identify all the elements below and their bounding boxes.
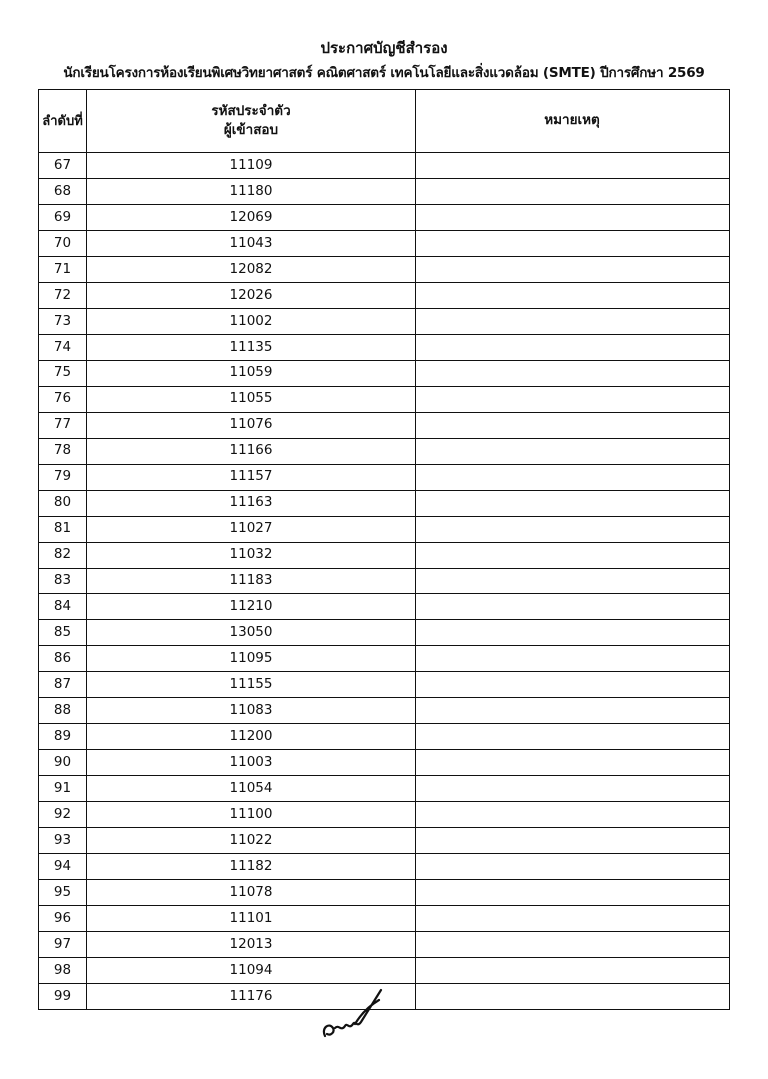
row-exam-code: 11054 [87, 776, 416, 801]
table-row [39, 152, 729, 178]
row-order-number: 93 [39, 828, 87, 853]
page-subtitle: นักเรียนโครงการห้องเรียนพิเศษวิทยาศาสตร์ คณิตศาสตร์ เทคโนโลยีและสิ่งแวดล้อม (SMTE) ปีการศึกษา 2569 [63, 65, 705, 81]
row-order-number: 89 [39, 724, 87, 749]
row-order-number: 75 [39, 361, 87, 386]
table-row [39, 282, 729, 308]
row-remark [416, 465, 728, 490]
row-remark [416, 543, 728, 568]
table-row [39, 360, 729, 386]
table-row [39, 775, 729, 801]
row-remark [416, 569, 728, 594]
table-row [39, 490, 729, 516]
row-remark [416, 309, 728, 334]
row-order-number: 94 [39, 854, 87, 879]
row-order-number: 68 [39, 179, 87, 204]
row-remark [416, 594, 728, 619]
column-header-exam-code-line1: รหัสประจำตัว [211, 102, 291, 119]
row-exam-code: 12026 [87, 283, 416, 308]
row-remark [416, 153, 728, 178]
row-exam-code: 11155 [87, 672, 416, 697]
table-header-row [39, 90, 729, 152]
row-order-number: 86 [39, 646, 87, 671]
row-order-number: 91 [39, 776, 87, 801]
row-exam-code: 11163 [87, 491, 416, 516]
row-exam-code: 11135 [87, 335, 416, 360]
table-row [39, 619, 729, 645]
table-row [39, 386, 729, 412]
row-remark [416, 776, 728, 801]
row-exam-code: 12082 [87, 257, 416, 282]
row-remark [416, 646, 728, 671]
table-row [39, 308, 729, 334]
row-exam-code: 11027 [87, 517, 416, 542]
row-exam-code: 11002 [87, 309, 416, 334]
row-order-number: 85 [39, 620, 87, 645]
row-remark [416, 283, 728, 308]
row-order-number: 72 [39, 283, 87, 308]
table-row [39, 593, 729, 619]
table-row [39, 697, 729, 723]
row-order-number: 69 [39, 205, 87, 230]
row-remark [416, 672, 728, 697]
row-remark [416, 724, 728, 749]
row-remark [416, 387, 728, 412]
row-remark [416, 517, 728, 542]
row-order-number: 87 [39, 672, 87, 697]
row-exam-code: 11180 [87, 179, 416, 204]
table-row [39, 334, 729, 360]
handwritten-signature-icon [315, 984, 385, 1044]
row-order-number: 81 [39, 517, 87, 542]
row-exam-code: 11055 [87, 387, 416, 412]
row-exam-code: 11032 [87, 543, 416, 568]
row-order-number: 67 [39, 153, 87, 178]
row-exam-code: 11022 [87, 828, 416, 853]
row-remark [416, 620, 728, 645]
table-row [39, 879, 729, 905]
row-remark [416, 906, 728, 931]
row-order-number: 76 [39, 387, 87, 412]
row-exam-code: 11078 [87, 880, 416, 905]
row-remark [416, 828, 728, 853]
row-exam-code: 11059 [87, 361, 416, 386]
table-row [39, 645, 729, 671]
row-remark [416, 179, 728, 204]
row-order-number: 78 [39, 439, 87, 464]
column-header-exam-code [87, 90, 416, 152]
row-order-number: 79 [39, 465, 87, 490]
row-exam-code: 13050 [87, 620, 416, 645]
column-header-exam-code-line2: ผู้เข้าสอบ [223, 122, 279, 138]
row-order-number: 96 [39, 906, 87, 931]
row-remark [416, 491, 728, 516]
table-row [39, 957, 729, 983]
row-exam-code: 11182 [87, 854, 416, 879]
row-order-number: 84 [39, 594, 87, 619]
row-order-number: 88 [39, 698, 87, 723]
reserve-list-table [38, 89, 730, 1010]
row-exam-code: 11101 [87, 906, 416, 931]
row-order-number: 97 [39, 932, 87, 957]
row-order-number: 90 [39, 750, 87, 775]
row-remark [416, 854, 728, 879]
row-remark [416, 439, 728, 464]
row-order-number: 82 [39, 543, 87, 568]
row-remark [416, 231, 728, 256]
row-order-number: 70 [39, 231, 87, 256]
row-exam-code: 11200 [87, 724, 416, 749]
row-exam-code: 11176 [87, 984, 416, 1009]
table-row [39, 516, 729, 542]
table-row [39, 464, 729, 490]
row-order-number: 98 [39, 958, 87, 983]
table-row [39, 178, 729, 204]
row-exam-code: 11094 [87, 958, 416, 983]
row-remark [416, 932, 728, 957]
row-remark [416, 257, 728, 282]
table-row [39, 568, 729, 594]
table-row [39, 931, 729, 957]
table-row [39, 542, 729, 568]
row-order-number: 80 [39, 491, 87, 516]
row-order-number: 71 [39, 257, 87, 282]
page-title: ประกาศบัญชีสำรอง [320, 39, 448, 57]
row-order-number: 95 [39, 880, 87, 905]
row-exam-code: 11183 [87, 569, 416, 594]
row-remark [416, 802, 728, 827]
table-row [39, 412, 729, 438]
table-row [39, 204, 729, 230]
table-row [39, 438, 729, 464]
table-row [39, 723, 729, 749]
row-order-number: 73 [39, 309, 87, 334]
table-row [39, 827, 729, 853]
row-remark [416, 361, 728, 386]
table-row [39, 905, 729, 931]
row-remark [416, 984, 728, 1009]
row-exam-code: 11157 [87, 465, 416, 490]
row-order-number: 74 [39, 335, 87, 360]
row-remark [416, 958, 728, 983]
column-header-remark: หมายเหตุ [544, 112, 600, 129]
column-header-order: ลำดับที่ [39, 90, 87, 152]
table-row [39, 671, 729, 697]
table-body [39, 152, 729, 1009]
row-exam-code: 11003 [87, 750, 416, 775]
table-row [39, 853, 729, 879]
row-order-number: 77 [39, 413, 87, 438]
row-remark [416, 335, 728, 360]
row-exam-code: 11210 [87, 594, 416, 619]
table-row [39, 256, 729, 282]
row-exam-code: 12013 [87, 932, 416, 957]
row-order-number: 99 [39, 984, 87, 1009]
row-exam-code: 11043 [87, 231, 416, 256]
row-remark [416, 698, 728, 723]
row-order-number: 83 [39, 569, 87, 594]
row-order-number: 92 [39, 802, 87, 827]
row-exam-code: 11083 [87, 698, 416, 723]
table-row [39, 801, 729, 827]
row-exam-code: 11109 [87, 153, 416, 178]
table-row [39, 230, 729, 256]
row-exam-code: 11100 [87, 802, 416, 827]
row-remark [416, 413, 728, 438]
table-row [39, 749, 729, 775]
row-remark [416, 205, 728, 230]
row-exam-code: 12069 [87, 205, 416, 230]
row-exam-code: 11095 [87, 646, 416, 671]
row-remark [416, 880, 728, 905]
row-exam-code: 11076 [87, 413, 416, 438]
row-exam-code: 11166 [87, 439, 416, 464]
row-remark [416, 750, 728, 775]
